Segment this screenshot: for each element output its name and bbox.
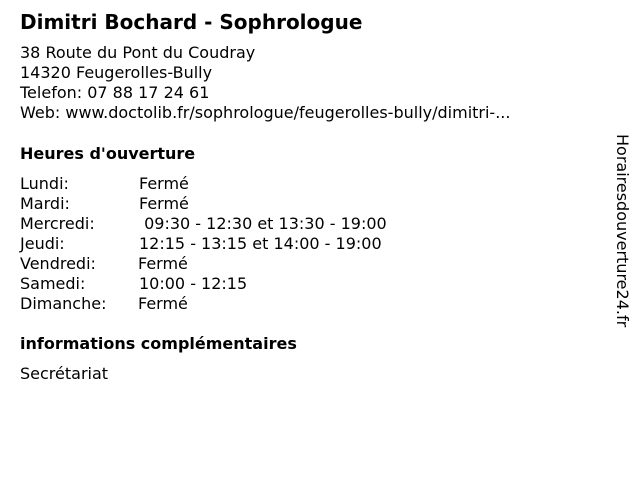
address-street: 38 Route du Pont du Coudray	[20, 43, 256, 62]
hours-row-lundi	[20, 174, 387, 194]
hours-value: Fermé	[138, 294, 188, 313]
hours-day-label: Dimanche:	[20, 294, 107, 313]
address-block	[20, 43, 510, 123]
hours-row-dimanche	[20, 294, 387, 314]
hours-row-vendredi	[20, 254, 387, 274]
extra-info-text: Secrétariat	[20, 364, 109, 383]
hours-row-jeudi	[20, 234, 387, 254]
hours-day-label: Samedi:	[20, 274, 86, 293]
hours-day-label: Mercredi:	[20, 214, 95, 233]
hours-value: 12:15 - 13:15 et 14:00 - 19:00	[139, 234, 382, 253]
hours-value: Fermé	[138, 254, 188, 273]
address-city: 14320 Feugerolles-Bully	[20, 63, 213, 82]
page-title: Dimitri Bochard - Sophrologue	[20, 10, 363, 34]
watermark	[612, 134, 632, 344]
watermark-text: Horairesdouverture24.fr	[613, 134, 632, 328]
hours-day-label: Vendredi:	[20, 254, 96, 273]
hours-heading: Heures d'ouverture	[20, 144, 196, 163]
hours-day-label: Jeudi:	[20, 234, 65, 253]
hours-table	[20, 174, 387, 314]
hours-value: Fermé	[139, 194, 189, 213]
website-link: Web: www.doctolib.fr/sophrologue/feugerolles-bully/dimitri-...	[20, 103, 511, 122]
hours-row-mardi	[20, 194, 387, 214]
extra-info-heading: informations complémentaires	[20, 334, 297, 353]
hours-value: 09:30 - 12:30 et 13:30 - 19:00	[139, 214, 387, 233]
hours-value: 10:00 - 12:15	[139, 274, 248, 293]
hours-day-label: Lundi:	[20, 174, 69, 193]
phone-number: Telefon: 07 88 17 24 61	[20, 83, 210, 102]
hours-row-mercredi	[20, 214, 387, 234]
hours-row-samedi	[20, 274, 387, 294]
hours-value: Fermé	[139, 174, 189, 193]
hours-day-label: Mardi:	[20, 194, 70, 213]
